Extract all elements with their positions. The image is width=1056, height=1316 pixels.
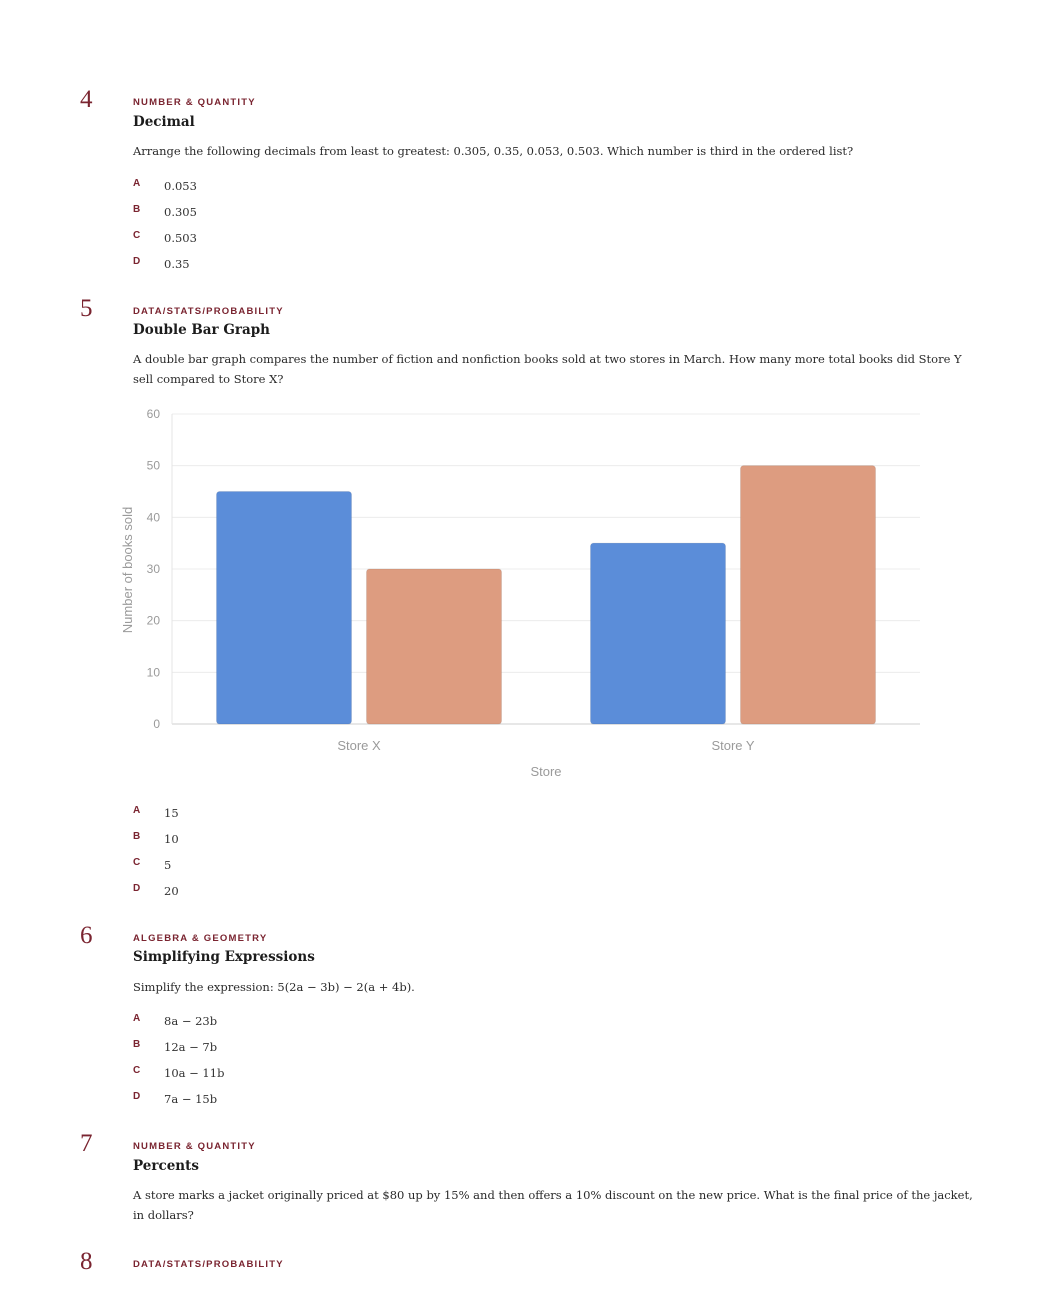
question-category: DATA/STATS/PROBABILITY [133,1259,284,1270]
chart-bars [217,466,876,724]
option-text: 7a − 15b [164,1092,218,1106]
question-prompt: Simplify the expression: 5(2a − 3b) − 2(a + 4b). [133,980,415,994]
double-bar-chart [110,398,940,786]
bar-store-x-series-2 [367,569,502,724]
question-number: 5 [80,295,93,322]
option-letter: C [133,1065,141,1076]
question-number: 8 [80,1248,93,1275]
option-text: 10 [164,832,179,846]
x-axis-ticks [337,738,755,753]
option-letter: B [133,831,141,842]
option-text: 5 [164,858,172,872]
option-letter: C [133,857,141,868]
option-letter: D [133,1091,141,1102]
x-tick-label: Store Y [711,738,755,753]
question-number: 4 [80,86,93,113]
option-letter: A [133,1013,141,1024]
option-letter: B [133,1039,141,1050]
y-tick-label: 30 [146,562,160,576]
option-letter: B [133,204,141,215]
option-text: 0.305 [164,205,197,219]
option-letter: A [133,805,141,816]
y-tick-label: 50 [146,458,160,473]
bar-store-y-series-2 [741,466,876,724]
y-tick-label: 20 [146,613,160,628]
option-letter: C [133,230,141,241]
question-category: DATA/STATS/PROBABILITY [133,306,284,317]
question-prompt: A store marks a jacket originally priced at $80 up by 15% and then offers a 10% discount on the new price. What is the final price of the jacket, in dollars? [133,1188,973,1222]
option-text: 0.503 [164,231,197,245]
option-text: 10a − 11b [164,1066,225,1080]
option-letter: D [133,256,141,267]
option-letter: A [133,178,141,189]
question-prompt: Arrange the following decimals from least to greatest: 0.305, 0.35, 0.053, 0.503. Which number is third in the ordered list? [133,144,854,158]
question-category: ALGEBRA & GEOMETRY [133,933,268,944]
question-title: Percents [133,1158,199,1174]
question-title: Double Bar Graph [133,322,270,338]
option-text: 0.053 [164,179,197,193]
option-letter: D [133,883,141,894]
option-text: 0.35 [164,257,190,271]
question-category: NUMBER & QUANTITY [133,1141,256,1152]
question-title: Simplifying Expressions [133,949,315,965]
question-title: Decimal [133,114,195,130]
x-axis-label: Store [530,764,562,779]
option-text: 12a − 7b [164,1040,218,1054]
question-category: NUMBER & QUANTITY [133,97,256,108]
y-tick-label: 10 [146,665,160,680]
question-number: 7 [80,1130,93,1157]
question-prompt: A double bar graph compares the number of fiction and nonfiction books sold at two stores in March. How many more total books did Store Y sell compared to Store X? [133,352,962,386]
y-tick-label: 0 [153,717,160,731]
y-tick-label: 60 [146,407,160,421]
y-axis-label: Number of books sold [120,506,135,634]
option-text: 8a − 23b [164,1014,218,1028]
question-number: 6 [80,922,93,949]
bar-store-x-series-1 [217,492,352,725]
y-tick-label: 40 [146,510,160,525]
option-text: 15 [164,806,179,820]
y-axis-ticks [147,407,161,731]
option-text: 20 [164,884,179,898]
x-tick-label: Store X [337,738,381,753]
bar-store-y-series-1 [591,543,726,724]
